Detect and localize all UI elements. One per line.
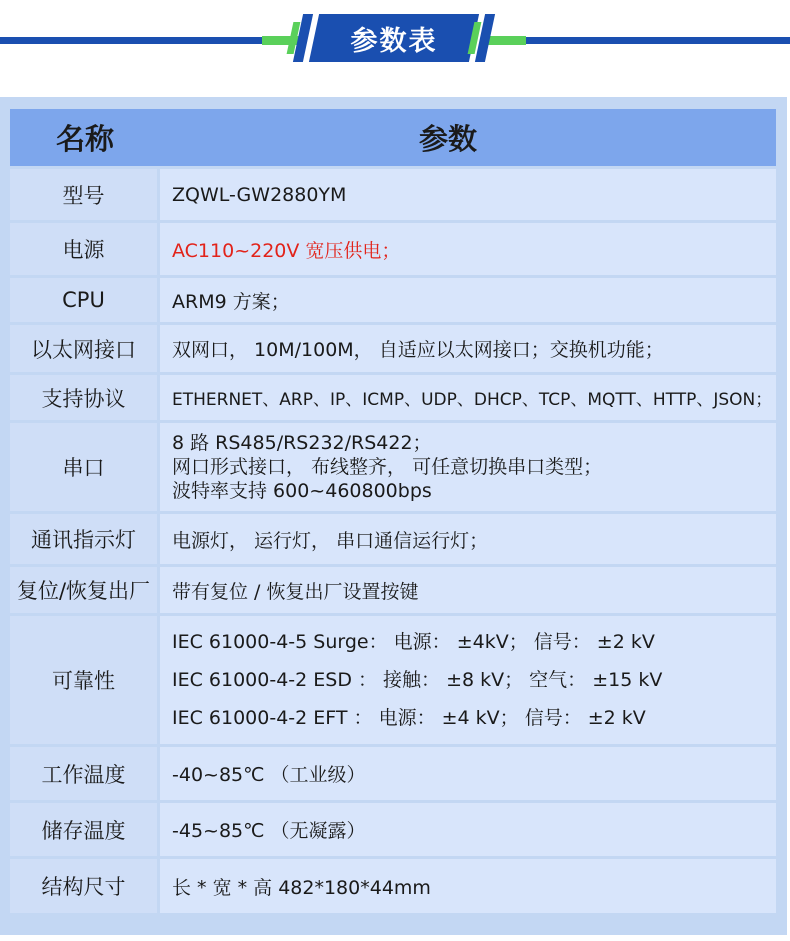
value-line: ETHERNET、ARP、IP、ICMP、UDP、DHCP、TCP、MQTT、HTTP、JSON；: [172, 390, 773, 410]
row-name-storage-temp: 储存温度: [10, 803, 160, 856]
row-value-reliability: [160, 616, 776, 744]
value-line: 波特率支持 600~460800bps: [172, 480, 432, 502]
value-line: IEC 61000-4-2 ESD ： 接触： ±8 kV； 空气： ±15 kV: [172, 669, 663, 691]
value-line: IEC 61000-4-5 Surge： 电源： ±4kV； 信号： ±2 kV: [172, 631, 655, 653]
value-line: 双网口， 10M/100M， 自适应以太网接口；交换机功能；: [172, 339, 664, 361]
row-value-operating-temp: [160, 747, 776, 800]
spec-table-frame: [0, 97, 787, 935]
banner-line-right: [524, 37, 790, 44]
page-title: 参数表: [350, 25, 438, 57]
row-value-serial: [160, 423, 776, 511]
row-name-protocols: 支持协议: [10, 375, 160, 420]
value-line: 网口形式接口， 布线整齐， 可任意切换串口类型；: [172, 456, 603, 478]
row-value-indicators: [160, 514, 776, 564]
spec-table: [10, 109, 776, 913]
header-param: 参数: [160, 109, 776, 166]
banner-line-left: [0, 37, 270, 44]
row-name-indicators: 通讯指示灯: [10, 514, 160, 564]
value-line: ARM9 方案；: [172, 290, 290, 313]
value-line: 长 * 宽 * 高 482*180*44mm: [172, 876, 431, 899]
row-value-reset: [160, 567, 776, 613]
row-value-cpu: [160, 278, 776, 322]
row-name-dimensions: 结构尺寸: [10, 859, 160, 913]
row-value-protocols: [160, 375, 776, 420]
row-name-cpu: CPU: [10, 278, 160, 322]
value-line: -45~85℃ （无凝露）: [172, 820, 366, 842]
value-line: 带有复位 / 恢复出厂设置按键: [172, 580, 419, 603]
row-value-model: [160, 169, 776, 220]
row-value-ethernet: [160, 325, 776, 372]
page-banner: [0, 0, 790, 80]
row-name-reliability: 可靠性: [10, 616, 160, 744]
row-name-model: 型号: [10, 169, 160, 220]
header-name: 名称: [10, 109, 160, 166]
value-line: 电源灯， 运行灯， 串口通信运行灯；: [172, 529, 489, 552]
row-name-reset: 复位/恢复出厂: [10, 567, 160, 613]
row-value-dimensions: [160, 859, 776, 913]
value-line: -40~85℃ （工业级）: [172, 764, 366, 786]
value-line: ZQWL-GW2880YM: [172, 183, 347, 206]
row-value-power: [160, 223, 776, 275]
value-line: IEC 61000-4-2 EFT ： 电源： ±4 kV； 信号： ±2 kV: [172, 707, 646, 729]
row-name-operating-temp: 工作温度: [10, 747, 160, 800]
row-name-ethernet: 以太网接口: [10, 325, 160, 372]
value-line: 8 路 RS485/RS232/RS422；: [172, 432, 432, 454]
row-name-power: 电源: [10, 223, 160, 275]
row-name-serial: 串口: [10, 423, 160, 511]
value-line: AC110~220V 宽压供电；: [172, 239, 401, 262]
banner-accent-right: [488, 36, 526, 45]
row-value-storage-temp: [160, 803, 776, 856]
